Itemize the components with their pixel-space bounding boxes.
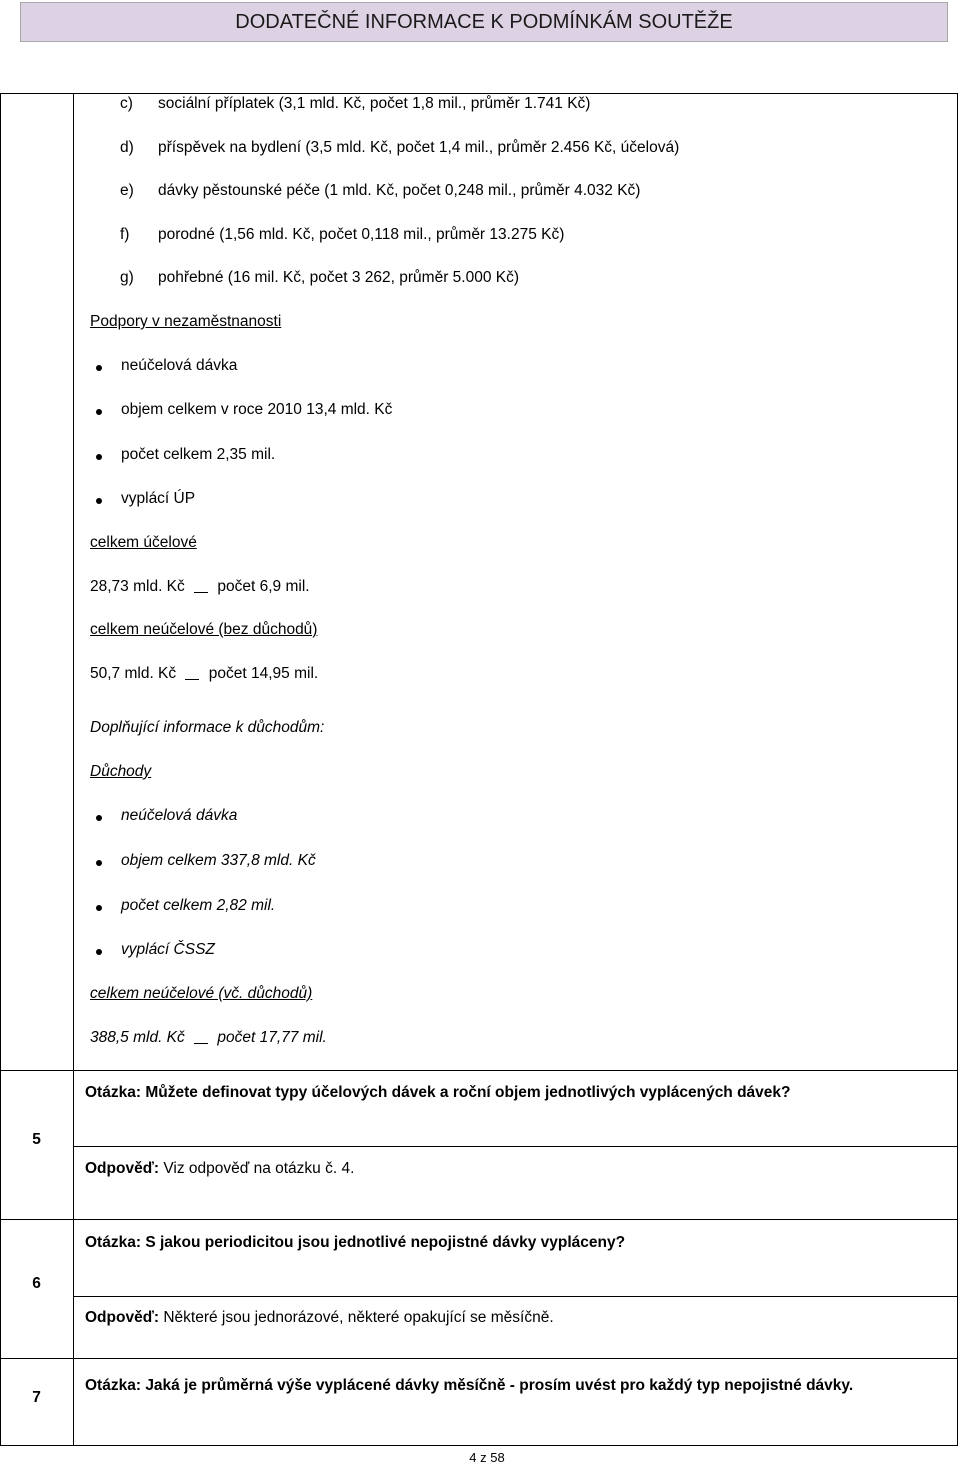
table-top-border xyxy=(0,93,958,94)
question-number: 7 xyxy=(32,1389,41,1406)
list-text: pohřebné (16 mil. Kč, počet 3 262, průměr 5.000 Kč) xyxy=(158,269,520,286)
row-border xyxy=(0,1358,958,1359)
answer xyxy=(85,1309,554,1327)
celkem-ucelove-count: počet 6,9 mil. xyxy=(217,578,310,595)
list-letter: f) xyxy=(120,226,130,243)
list-text: porodné (1,56 mld. Kč, počet 0,118 mil., průměr 13.275 Kč) xyxy=(158,226,565,243)
list-text: dávky pěstounské péče (1 mld. Kč, počet 0,248 mil., průměr 4.032 Kč) xyxy=(158,182,641,199)
answer-text: Některé jsou jednorázové, některé opakující se měsíčně. xyxy=(163,1309,554,1326)
list-letter: d) xyxy=(120,139,134,156)
column-divider-lower xyxy=(73,1070,74,1446)
celkem-vc-count: počet 17,77 mil. xyxy=(217,1029,327,1046)
bullet-text: neúčelová dávka xyxy=(121,357,238,374)
list-text: příspěvek na bydlení (3,5 mld. Kč, počet 1,4 mil., průměr 2.456 Kč, účelová) xyxy=(158,139,680,156)
list-letter: c) xyxy=(120,95,133,112)
question-text: Jaká je průměrná výše vyplácené dávky měsíčně - prosím uvést pro každý typ nepojistné dávky. xyxy=(145,1377,854,1394)
question xyxy=(85,1084,791,1102)
celkem-neucelove-values xyxy=(90,665,318,683)
table-right-border xyxy=(957,93,958,1446)
dash-separator xyxy=(185,679,199,680)
row-border xyxy=(73,1296,958,1297)
answer-label: Odpověď: xyxy=(85,1160,160,1177)
row-border xyxy=(0,1070,958,1071)
celkem-vc-label: celkem neúčelové (vč. důchodů) xyxy=(90,985,313,1002)
question-label: Otázka: xyxy=(85,1234,141,1251)
celkem-ucelove-label: celkem účelové xyxy=(90,534,197,551)
bullet-text: neúčelová dávka xyxy=(121,807,238,824)
celkem-neucelove-amount: 50,7 mld. Kč xyxy=(90,665,177,682)
bullet-icon xyxy=(96,498,102,504)
table-bottom-border xyxy=(0,1445,958,1446)
list-letter: g) xyxy=(120,269,134,286)
document-header xyxy=(20,2,948,42)
bullet-text: objem celkem 337,8 mld. Kč xyxy=(121,852,316,869)
celkem-neucelove-count: počet 14,95 mil. xyxy=(208,665,319,682)
column-divider-upper xyxy=(73,93,74,1070)
answer-label: Odpověď: xyxy=(85,1309,160,1326)
bullet-icon xyxy=(96,905,102,911)
celkem-neucelove-label: celkem neúčelové (bez důchodů) xyxy=(90,621,318,638)
question-text: S jakou periodicitou jsou jednotlivé nepojistné dávky vypláceny? xyxy=(145,1234,626,1251)
dash-separator xyxy=(194,1043,208,1044)
question xyxy=(85,1370,945,1402)
bullet-text: objem celkem v roce 2010 13,4 mld. Kč xyxy=(121,401,393,418)
bullet-icon xyxy=(96,815,102,821)
question-label: Otázka: xyxy=(85,1084,141,1101)
list-text: sociální příplatek (3,1 mld. Kč, počet 1,8 mil., průměr 1.741 Kč) xyxy=(158,95,591,112)
celkem-ucelove-values xyxy=(90,578,310,596)
celkem-vc-values xyxy=(90,1029,327,1047)
celkem-vc-amount: 388,5 mld. Kč xyxy=(90,1029,185,1046)
question-number: 5 xyxy=(32,1131,41,1148)
bullet-icon xyxy=(96,860,102,866)
question-number: 6 xyxy=(32,1275,41,1292)
section-heading-podpory: Podpory v nezaměstnanosti xyxy=(90,313,282,330)
dash-separator xyxy=(194,592,208,593)
answer xyxy=(85,1160,354,1178)
bullet-icon xyxy=(96,454,102,460)
bullet-text: počet celkem 2,35 mil. xyxy=(121,446,276,463)
question-text: Můžete definovat typy účelových dávek a roční objem jednotlivých vyplácených dávek? xyxy=(145,1084,791,1101)
duchody-intro: Doplňující informace k důchodům: xyxy=(90,719,325,736)
table-left-border xyxy=(0,93,1,1446)
answer-text: Viz odpověď na otázku č. 4. xyxy=(163,1160,355,1177)
bullet-text: vyplácí ÚP xyxy=(121,490,196,507)
question-label: Otázka: xyxy=(85,1377,141,1394)
header-title: DODATEČNÉ INFORMACE K PODMÍNKÁM SOUTĚŽE xyxy=(235,10,733,33)
celkem-ucelove-amount: 28,73 mld. Kč xyxy=(90,578,185,595)
bullet-icon xyxy=(96,365,102,371)
section-heading-duchody: Důchody xyxy=(90,763,152,780)
bullet-text: počet celkem 2,82 mil. xyxy=(121,897,276,914)
row-border xyxy=(73,1146,958,1147)
bullet-icon xyxy=(96,409,102,415)
bullet-icon xyxy=(96,949,102,955)
list-letter: e) xyxy=(120,182,134,199)
row-border xyxy=(0,1219,958,1220)
bullet-text: vyplácí ČSSZ xyxy=(121,941,215,958)
page-number: 4 z 58 xyxy=(469,1450,505,1465)
question xyxy=(85,1234,625,1252)
